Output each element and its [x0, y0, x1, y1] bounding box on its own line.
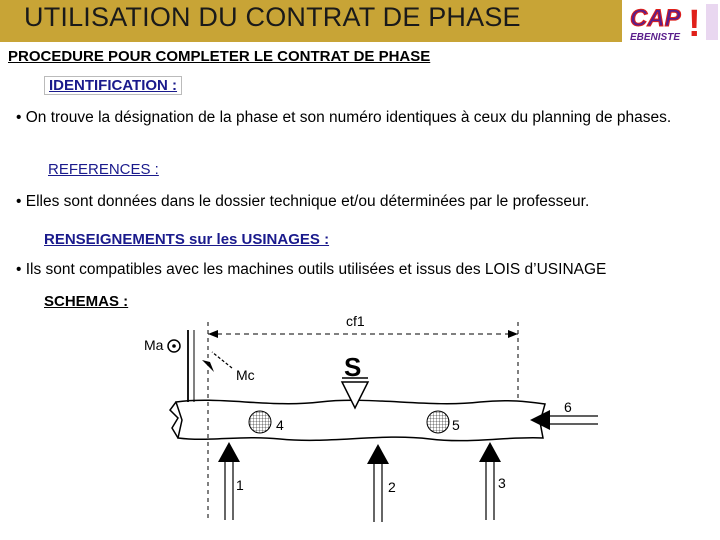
- references-heading: REFERENCES :: [48, 161, 159, 178]
- procedure-subtitle: PROCEDURE POUR COMPLETER LE CONTRAT DE PHASE: [8, 48, 431, 65]
- renseignements-text: • Ils sont compatibles avec les machines outils utilisées et issus des LOIS d’USINAGE: [16, 261, 607, 278]
- point-5-hatch-icon: [427, 411, 449, 433]
- support-2: [367, 444, 396, 522]
- logo-sub-text: EBENISTE: [630, 32, 681, 43]
- support-2-arrow-icon: [367, 444, 389, 464]
- point-4-label: 4: [276, 417, 284, 433]
- point-5-label: 5: [452, 417, 460, 433]
- mc-arrow-line: [212, 352, 232, 368]
- logo-main-text: CAP: [630, 5, 681, 32]
- logo-exclamation: !: [688, 3, 701, 44]
- identification-heading: IDENTIFICATION :: [44, 76, 182, 95]
- references-text: • Elles sont données dans le dossier technique et/ou déterminées par le professeur.: [16, 193, 590, 210]
- point-6-label: 6: [564, 399, 572, 415]
- identification-text: • On trouve la désignation de la phase et son numéro identiques à ceux du planning de phases.: [16, 109, 672, 126]
- renseignements-heading: RENSEIGNEMENTS sur les USINAGES :: [44, 231, 330, 248]
- workpiece-left-break: [170, 402, 178, 438]
- logo-side-band: [706, 4, 718, 40]
- page-title: UTILISATION DU CONTRAT DE PHASE: [24, 2, 521, 32]
- point-3-label: 3: [498, 475, 506, 491]
- cap-ebeniste-logo: [624, 0, 720, 44]
- mc-label: Mc: [236, 367, 255, 383]
- point-1-label: 1: [236, 477, 244, 493]
- dimension-arrow-left: [208, 330, 218, 338]
- workpiece-outline: [176, 400, 545, 440]
- workpiece-schema: [130, 310, 610, 535]
- ma-label: Ma: [144, 337, 164, 353]
- support-1: [218, 442, 244, 520]
- support-3-arrow-icon: [479, 442, 501, 462]
- support-3: [479, 442, 506, 520]
- cf1-label: cf1: [346, 313, 365, 329]
- clamp-s-symbol: S: [344, 352, 362, 382]
- ma-dot-icon: [172, 344, 176, 348]
- schemas-heading: SCHEMAS :: [44, 293, 129, 310]
- point-2-label: 2: [388, 479, 396, 495]
- title-bar: [0, 0, 622, 42]
- support-1-arrow-icon: [218, 442, 240, 462]
- dimension-arrow-right: [508, 330, 518, 338]
- point-4-hatch-icon: [249, 411, 271, 433]
